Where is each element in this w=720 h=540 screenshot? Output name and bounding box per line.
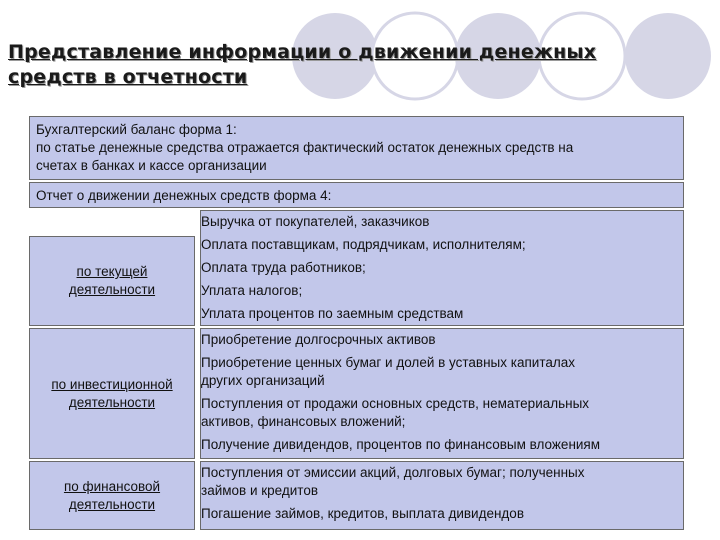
balance-text-line-1: по статье денежные средства отражается фактический остаток денежных средств на <box>36 140 574 155</box>
list-item: Получение дивидендов, процентов по финансовым вложениям <box>201 437 601 452</box>
balance-text-line-2: счетах в банках и кассе организации <box>36 158 267 173</box>
list-item: других организаций <box>201 373 325 388</box>
section-label-investing <box>29 328 195 459</box>
section-label-financing <box>29 461 195 530</box>
section-label-line-1: по инвестиционной <box>51 376 173 392</box>
page-title <box>8 40 688 90</box>
list-item: активов, финансовых вложений; <box>201 414 406 429</box>
list-item: Выручка от покупателей, заказчиков <box>201 214 430 229</box>
list-item: Погашение займов, кредитов, выплата дивидендов <box>201 506 524 521</box>
section-items-financing <box>200 461 684 530</box>
section-label-line-1: по финансовой <box>63 478 161 494</box>
list-item: Приобретение долгосрочных активов <box>201 332 436 347</box>
cashflow-heading: Отчет о движении денежных средств форма 4: <box>36 188 332 203</box>
balance-sheet-box <box>29 116 684 180</box>
section-financing <box>29 461 684 530</box>
section-label-operating <box>29 236 195 326</box>
section-operating <box>29 210 684 326</box>
list-item: Поступления от эмиссии акций, долговых бумаг; полученных <box>201 465 585 480</box>
section-items-operating <box>200 210 684 326</box>
section-items-investing <box>200 328 684 459</box>
cashflow-heading-box <box>29 182 684 208</box>
list-item: Приобретение ценных бумаг и долей в уставных капиталах <box>201 355 575 370</box>
balance-heading: Бухгалтерский баланс форма 1: <box>36 122 237 137</box>
list-item: займов и кредитов <box>201 483 318 498</box>
section-label-line-2: деятельности <box>68 394 156 410</box>
title-line-2: средств в отчетности <box>8 66 248 88</box>
section-label-line-2: деятельности <box>68 282 156 297</box>
title-line-1: Представление информации о движении денежных <box>8 41 597 63</box>
list-item: Поступления от продажи основных средств, нематериальных <box>201 396 590 411</box>
section-investing <box>29 328 684 459</box>
section-label-line-1: по текущей <box>76 264 148 279</box>
section-label-line-2: деятельности <box>68 496 156 512</box>
list-item: Уплата налогов; <box>201 283 303 298</box>
list-item: Оплата труда работников; <box>201 260 366 275</box>
list-item: Уплата процентов по заемным средствам <box>201 306 464 321</box>
list-item: Оплата поставщикам, подрядчикам, исполнителям; <box>201 237 526 252</box>
